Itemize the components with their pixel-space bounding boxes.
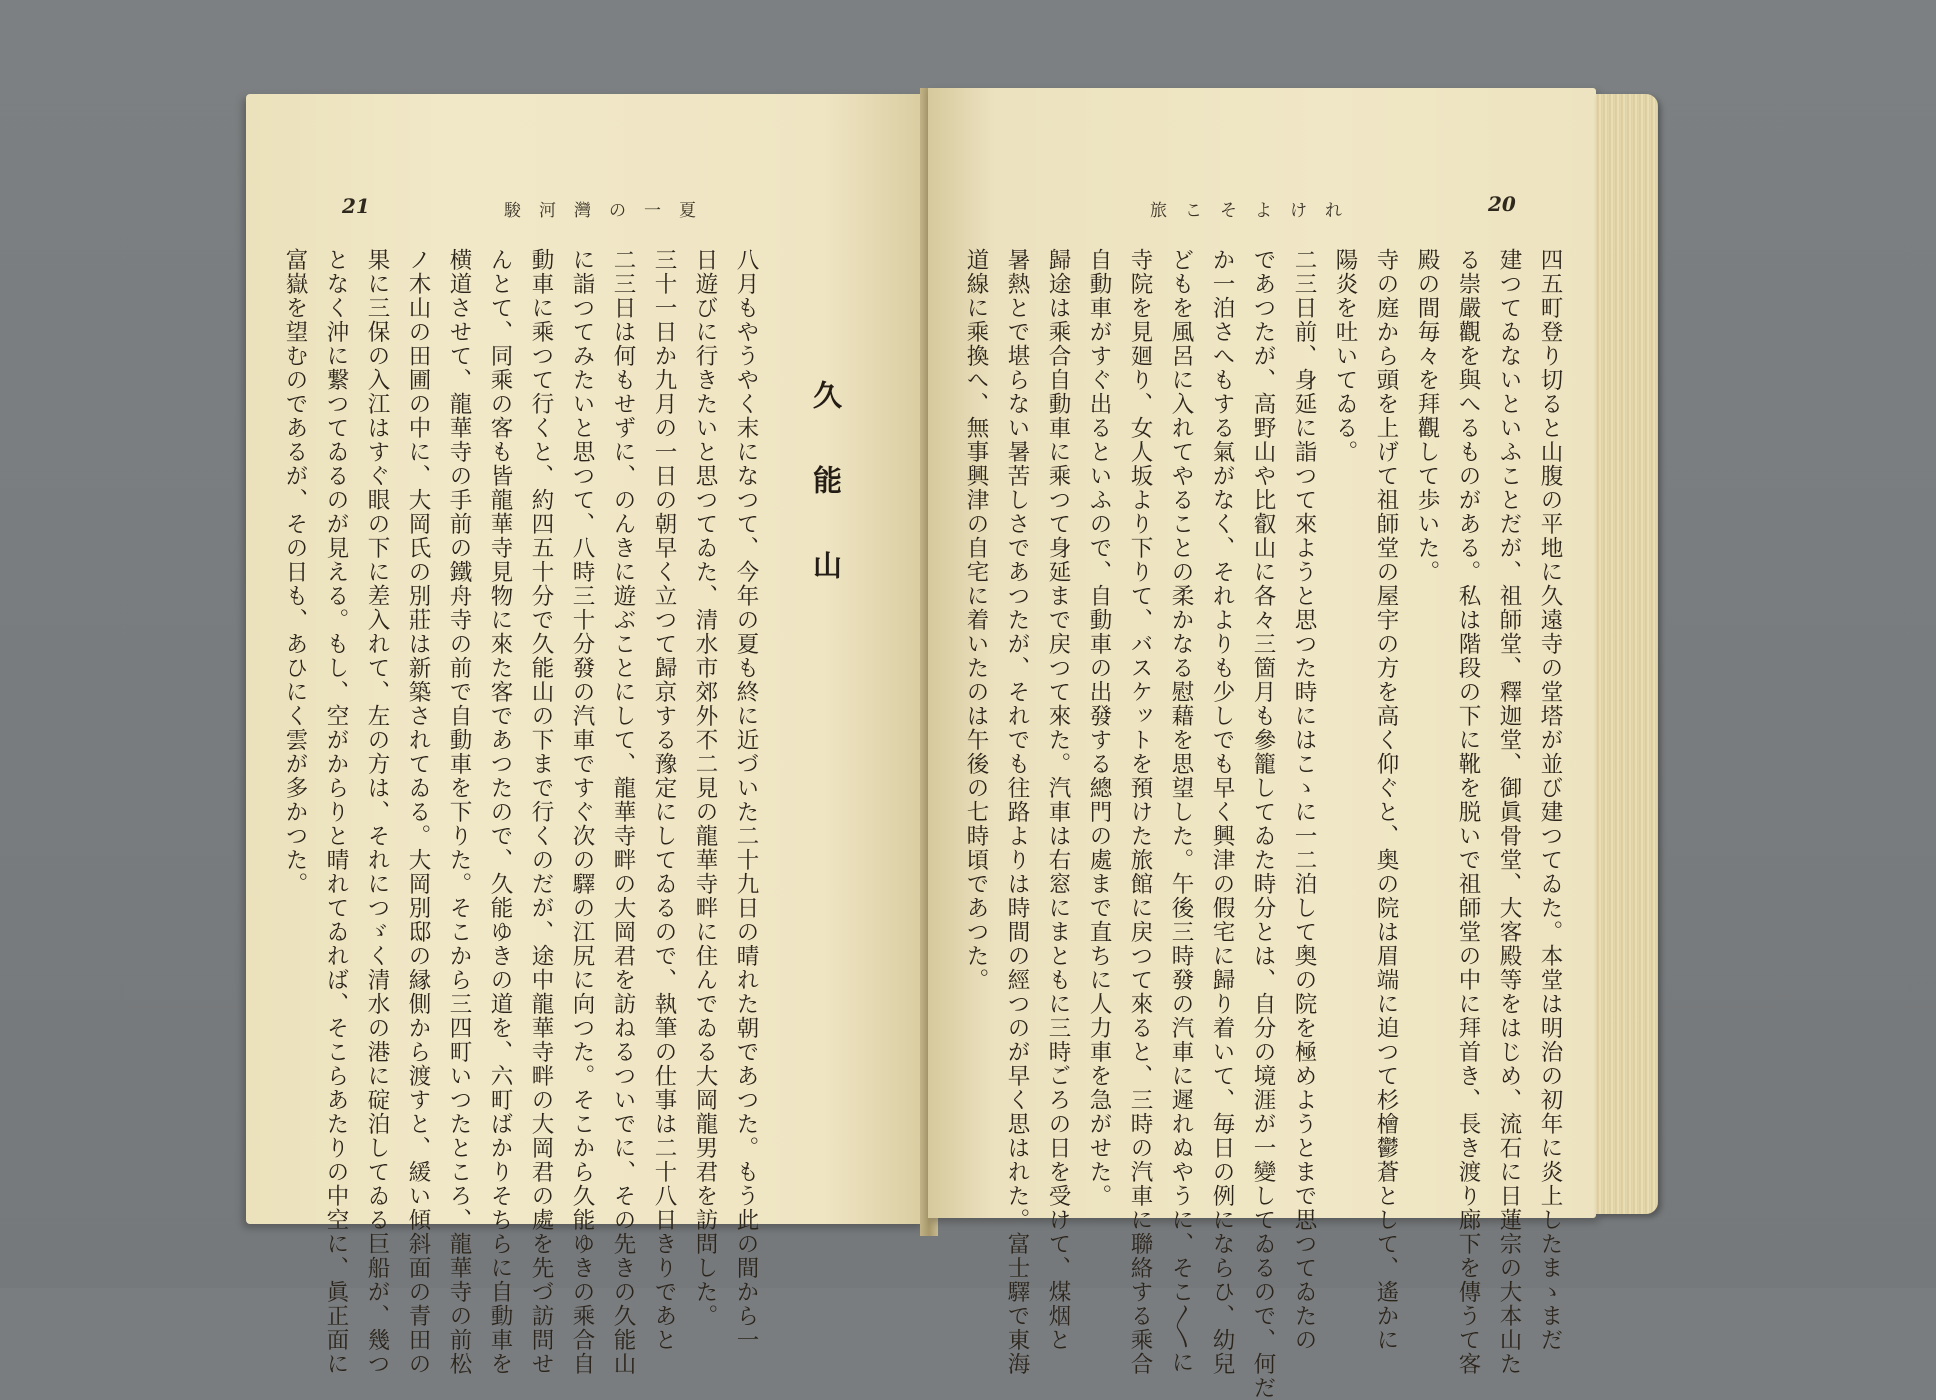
page-edges xyxy=(1596,94,1658,1214)
text-column: 動車に乘つて行くと、約四五十分で久能山の下まで行くのだが、途中龍華寺畔の大岡君の處を先づ訪問せ xyxy=(528,248,554,1376)
text-column: 富嶽を望むのであるが、その日も、あひにく雲が多かつた。 xyxy=(282,248,308,896)
text-column: 日遊びに行きたいと思つてゐた、清水市郊外不二見の龍華寺畔に住んでゐる大岡龍男君を訪問した。 xyxy=(692,248,718,1328)
text-column: 横道させて、龍華寺の手前の鐵舟寺の前で自動車を下りた。そこから三四町いつたところ、龍華寺の前松 xyxy=(446,248,472,1376)
text-column: 果に三保の入江はすぐ眼の下に差入れて、左の方は、それにつゞく清水の港に碇泊してゐる巨船が、幾つ xyxy=(364,248,390,1376)
text-column: となく沖に繋つてゐるのが見える。もし、空がからりと晴れてゐれば、そこらあたりの中空に、眞正面に xyxy=(323,248,349,1376)
text-column: 陽炎を吐いてゐる。 xyxy=(1332,248,1358,464)
right-running-header: 旅こそよけれ xyxy=(1150,201,1360,221)
chapter-title: 久能山 xyxy=(809,380,843,635)
text-column: 暑熱とで堪らない暑苦しさであつたが、それでも往路よりは時間の經つのが早く思はれた。富士驛で東海 xyxy=(1004,248,1030,1376)
text-column: どもを風呂に入れてやることの柔かなる慰藉を思望した。午後三時發の汽車に遲れぬやうに、そこ〳〵に xyxy=(1168,248,1194,1375)
text-column: 自動車がすぐ出るといふので、自動車の出發する總門の處まで直ちに人力車を急がせた。 xyxy=(1086,248,1112,1208)
text-column: 四五町登り切ると山腹の平地に久遠寺の堂塔が並び建つてゐた。本堂は明治の初年に炎上したまゝまだ xyxy=(1537,248,1563,1352)
text-column: 道線に乘換へ、無事興津の自宅に着いたのは午後の七時頃であつた。 xyxy=(963,248,989,992)
text-column: んとて、同乘の客も皆龍華寺見物に來た客であつたので、久能ゆきの道を、六町ばかりそちらに自動車を xyxy=(487,248,513,1376)
left-page-number: 21 xyxy=(342,194,370,218)
text-column: 寺の庭から頭を上げて祖師堂の屋宇の方を高く仰ぐと、奥の院は眉端に迫つて杉檜鬱蒼として、遙かに xyxy=(1373,248,1399,1352)
left-running-header: 駿河灣の一夏 xyxy=(504,201,714,221)
text-column: ノ木山の田圃の中に、大岡氏の別莊は新築されてゐる。大岡別邸の縁側から渡すと、緩い傾斜面の青田の xyxy=(405,248,431,1376)
right-page-number: 20 xyxy=(1488,192,1516,216)
text-column: 寺院を見廻り、女人坂より下りて、バスケットを預けた旅館に戻つて來ると、三時の汽車に聯絡する乘合 xyxy=(1127,248,1153,1376)
open-book xyxy=(238,88,1676,1400)
text-column: であつたが、高野山や比叡山に各々三箇月も參籠してゐた時分とは、自分の境涯が一變してゐるので、何だ xyxy=(1250,248,1276,1400)
text-column: 二三日は何もせずに、のんきに遊ぶことにして、龍華寺畔の大岡君を訪ねるついでに、その先きの久能山 xyxy=(610,248,636,1376)
text-column: か一泊さへもする氣がなく、それよりも少しでも早く興津の假宅に歸り着いて、毎日の例にならひ、幼兒 xyxy=(1209,248,1235,1376)
text-column: 三十一日か九月の一日の朝早く立つて歸京する豫定にしてゐるので、執筆の仕事は二十八日きりであと xyxy=(651,248,677,1352)
text-column: に詣つてみたいと思つて、八時三十分發の汽車ですぐ次の驛の江尻に向つた。そこから久能ゆきの乘合自 xyxy=(569,248,595,1376)
text-column: 八月もやうやく末になつて、今年の夏も終に近づいた二十九日の晴れた朝であつた。もう此の間から一 xyxy=(733,248,759,1352)
left-body-text xyxy=(282,248,766,1376)
text-column: 二三日前、身延に詣つて來ようと思つた時にはこゝに一二泊して奥の院を極めようとまで思つてゐたの xyxy=(1291,248,1317,1352)
text-column: 殿の間毎々を拜觀して歩いた。 xyxy=(1414,248,1440,584)
text-column: 建つてゐないといふことだが、祖師堂、釋迦堂、御眞骨堂、大客殿等をはじめ、流石に日蓮宗の大本山た xyxy=(1496,248,1522,1376)
text-column: 歸途は乘合自動車に乘つて身延まで戻つて來た。汽車は右窓にまともに三時ごろの日を受けて、煤烟と xyxy=(1045,248,1071,1352)
text-column: る崇嚴觀を與へるものがある。私は階段の下に靴を脱いで祖師堂の中に拜首き、長き渡り廊下を傳うて客 xyxy=(1455,248,1481,1376)
right-body-text xyxy=(963,248,1570,1400)
